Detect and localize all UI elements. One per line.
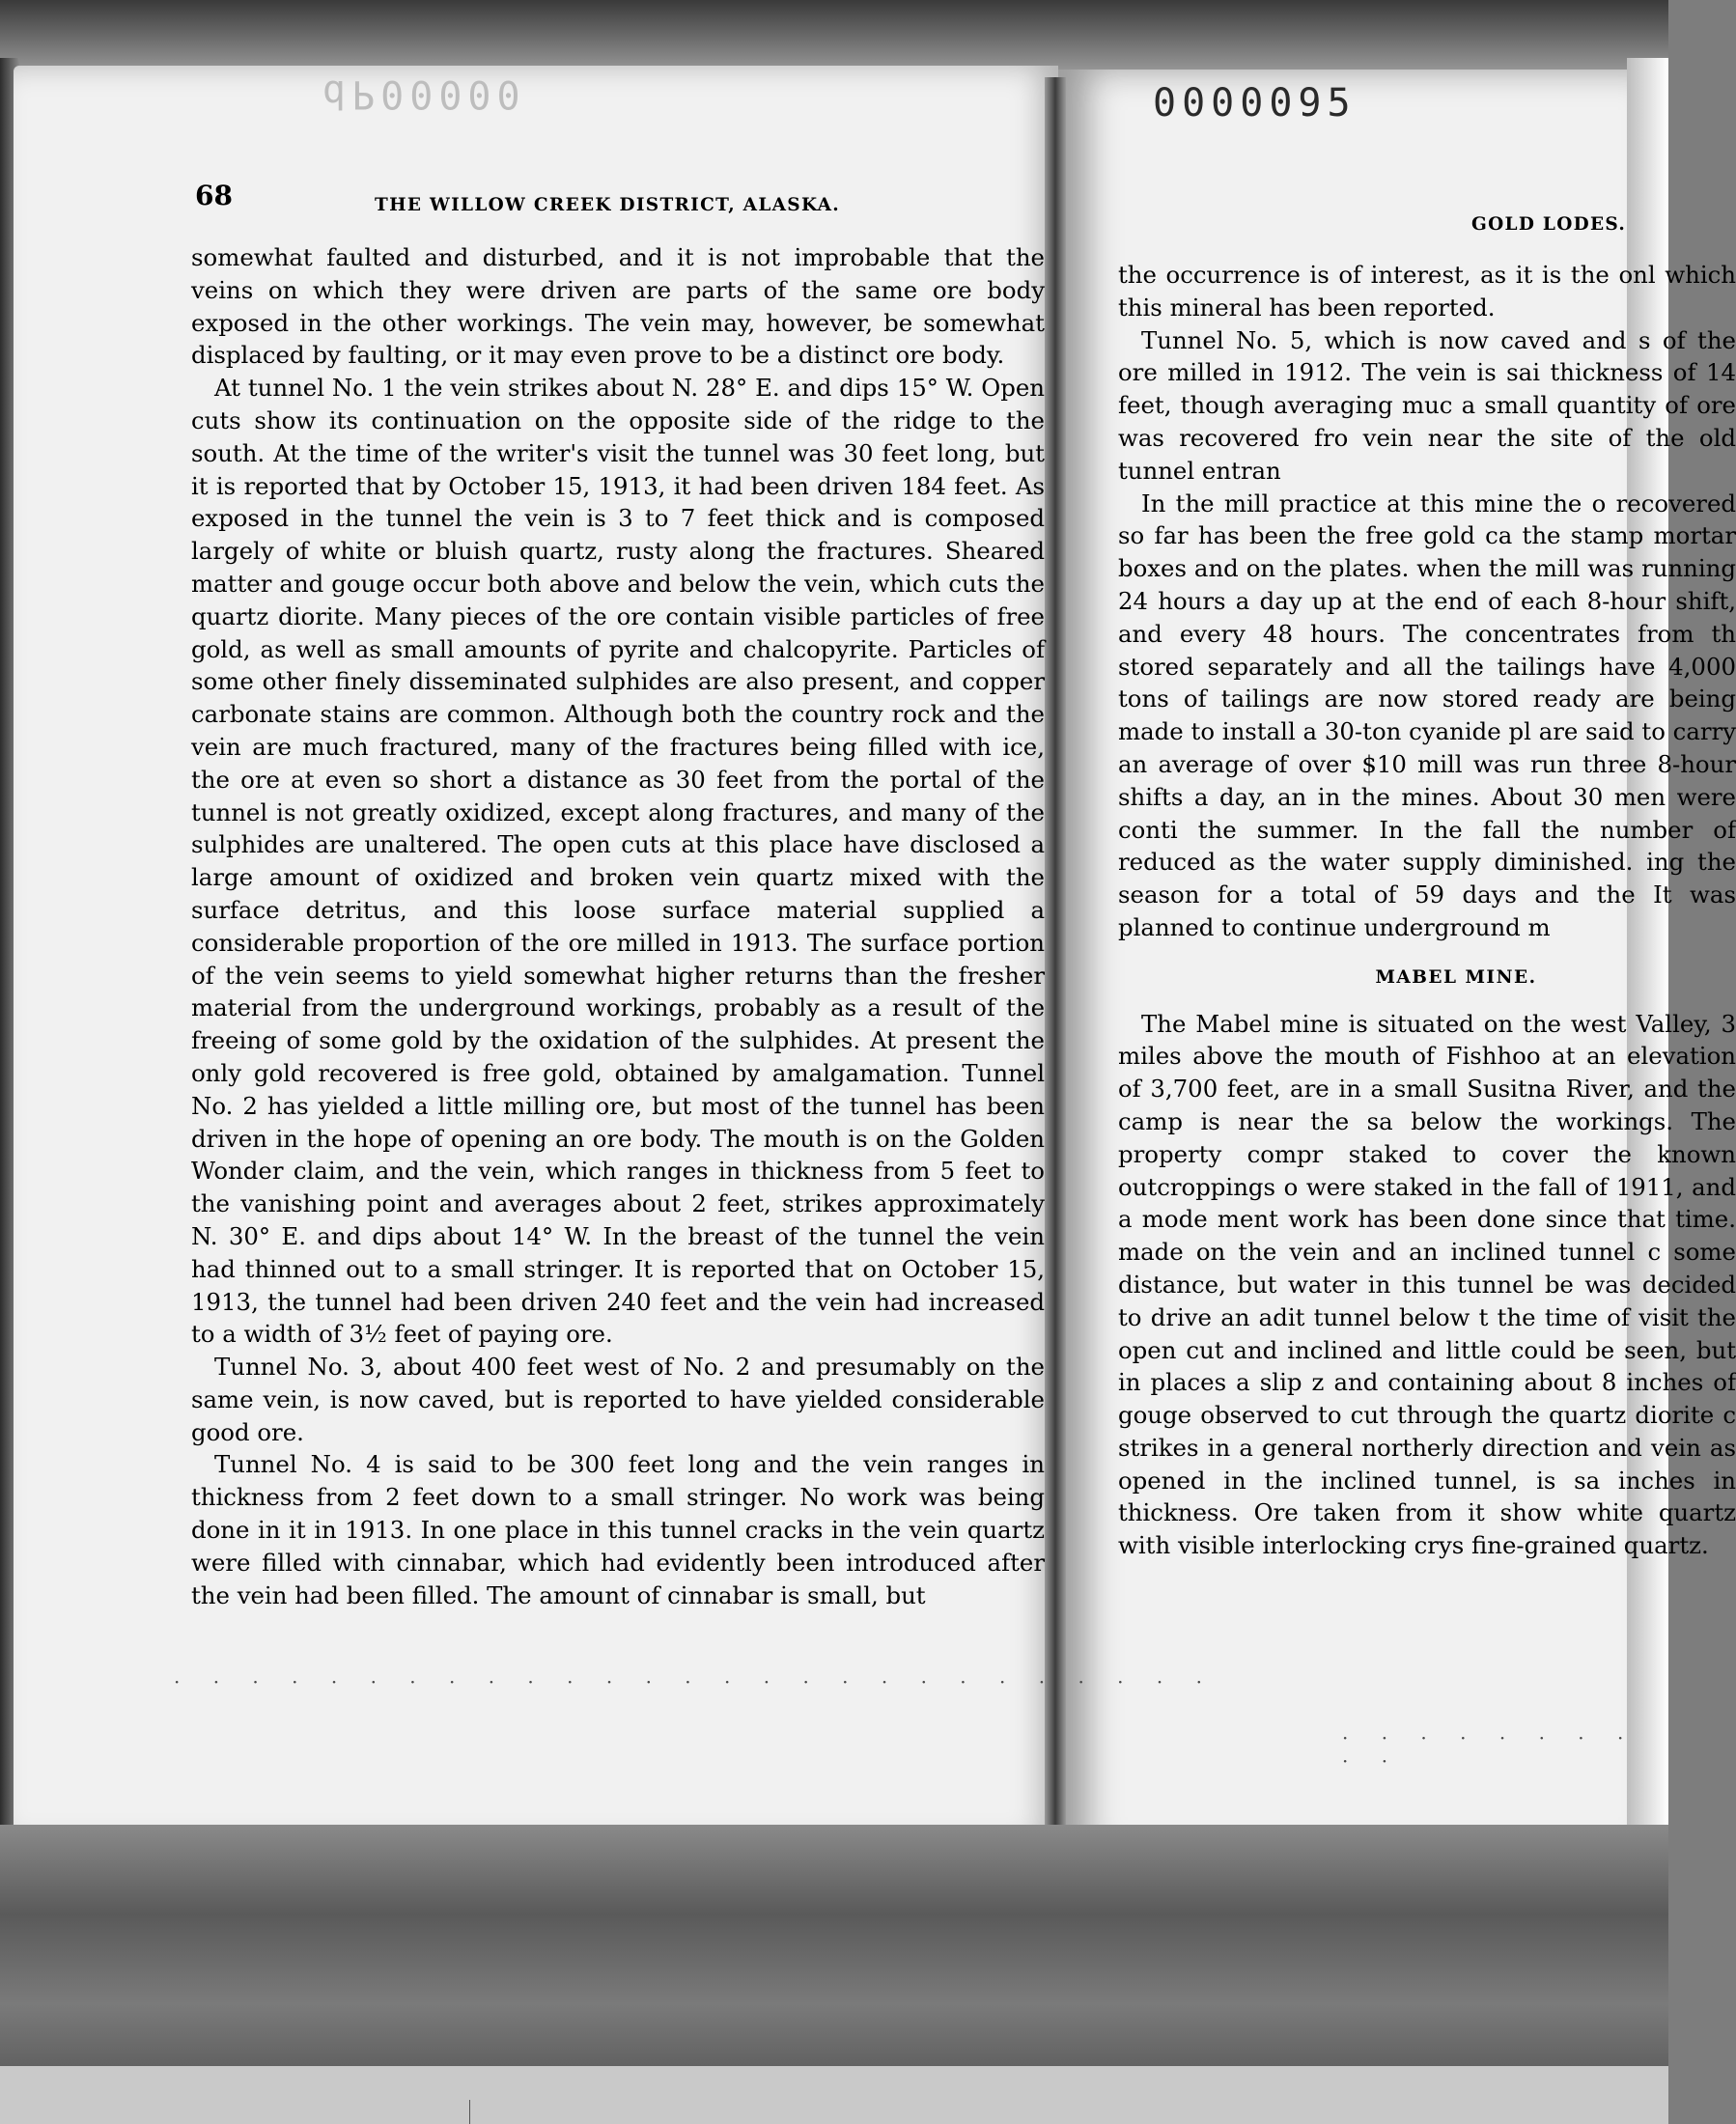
section-heading: MABEL MINE.: [1375, 966, 1537, 988]
paragraph: the occurrence is of interest, as it is the onl which this mineral has been reported.: [1118, 261, 1736, 321]
left-page-stamp: dP00000: [322, 71, 526, 116]
paragraph: Tunnel No. 3, about 400 feet west of No. 2 and presumably on the same vein, is now caved, but is reported to have yielded considerable good ore.: [191, 1353, 1045, 1446]
scan-bottom-shadow: [0, 1825, 1668, 2124]
paragraph: At tunnel No. 1 the vein strikes about N. 28° E. and dips 15° W. Open cuts show its continuation on the opposite side of the ridge to the south. At the time of the writer's visit the tunnel was 30 feet long, but it is reported that by October 15, 1913, it had been driven 184 feet. As exposed in the tunnel the vein is 3 to 7 feet thick and is composed largely of white or bluish quartz, rusty along the fractures. Sheared matter and gouge occur both above and below the vein, which cuts the quartz diorite. Many pieces of the ore contain visible particles of free gold, as well as small amounts of pyrite and chalcopyrite. Particles of some other finely disseminated sulphides are also present, and copper carbonate stains are common. Although both the country rock and the vein are much fractured, many of the fractures being filled with ice, the ore at even so short a distance as 30 feet from the portal of the tunnel is not greatly oxidized, except along fractures, and many of the sulphides are unaltered. The open cuts at this place have disclosed a large amount of oxidized and broken vein quartz mixed with the surface detritus, and this loose surface material supplied a considerable proportion of the ore milled in 1913. The surface portion of the vein seems to yield somewhat higher returns than the fresher material from the underground workings, probably as a result of the freeing of some gold by the oxidation of the sulphides. At present the only gold recovered is free gold, obtained by amalgamation. Tunnel No. 2 has yielded a little milling ore, but most of the tunnel has been driven in the hope of opening an ore body. The mouth is on the Golden Wonder claim, and the vein, which ranges in thickness from 5 feet to the vanishing point and averages about 2 feet, strikes approximately N. 30° E. and dips about 14° W. In the breast of the tunnel the vein had thinned out to a small stringer. It is reported that on October 15, 1913, the tunnel had been driven 240 feet and the vein had increased to a width of 3½ feet of paying ore.: [191, 374, 1045, 1349]
scan-speckle: · · · · · · · · · ·: [1342, 1726, 1638, 1773]
paragraph: The Mabel mine is situated on the west Valley, 3 miles above the mouth of Fishhoo at an elevation of 3,700 feet, are in a small Susitna River, and the camp is near the sa below the workings. The property compr staked to cover the known outcroppings o were staked in the fall of 1911, and a mode ment work has been done since that time. made on the vein and an inclined tunnel c some distance, but water in this tunnel be was decided to drive an adit tunnel below t the time of visit the open cut and inclined and little could be seen, but in places a slip z and containing about 8 inches of gouge observed to cut through the quartz diorite c strikes in a general northerly direction and vein as opened in the inclined tunnel, is sa inches in thickness. Ore taken from it show white quartz with visible interlocking crys fine-grained quartz.: [1118, 1009, 1736, 1560]
running-head-left: THE WILLOW CREEK DISTRICT, ALASKA.: [375, 195, 840, 215]
scan-bottom-margin: [0, 2066, 1668, 2124]
right-page-body: [1118, 259, 1736, 1562]
paragraph: Tunnel No. 5, which is now caved and s of the ore milled in 1912. The vein is sai thickness of 14 feet, though averaging muc a small quantity of ore was recovered fro vein near the site of the old tunnel entran: [1118, 325, 1736, 485]
scan-speckle: · · · · · · · · · · · · · · · · · · · · · · · · · · ·: [174, 1670, 1216, 1693]
right-page-stamp: 0000095: [1153, 81, 1357, 126]
scan-artifact-line: [469, 2100, 470, 2124]
paragraph: somewhat faulted and disturbed, and it is not improbable that the veins on which they were driven are parts of the same ore body exposed in the other workings. The vein may, however, be somewhat displaced by faulting, or it may even prove to be a distinct ore body.: [191, 243, 1045, 370]
page-number: 68: [195, 180, 233, 211]
running-head-right: GOLD LODES.: [1471, 214, 1627, 235]
paragraph: In the mill practice at this mine the o recovered so far has been the free gold ca the stamp mortar boxes and on the plates. when the mill was running 24 hours a day up at the end of each 8-hour shift, and every 48 hours. The concentrates from th stored separately and all the tailings have 4,000 tons of tailings are now stored ready are being made to install a 30-ton cyanide pl are said to carry an average of over $10 mill was run three 8-hour shifts a day, an in the mines. About 30 men were conti the summer. In the fall the number of reduced as the water supply diminished. ing the season for a total of 59 days and the It was planned to continue underground m: [1118, 489, 1736, 941]
book-gutter: [1045, 77, 1066, 1844]
paragraph: Tunnel No. 4 is said to be 300 feet long and the vein ranges in thickness from 2 feet down to a small stringer. No work was being done in it in 1913. In one place in this tunnel cracks in the vein quartz were filled with cinnabar, which had evidently been introduced after the vein had been filled. The amount of cinnabar is small, but: [191, 1450, 1045, 1609]
left-page-body: [191, 241, 1045, 1611]
